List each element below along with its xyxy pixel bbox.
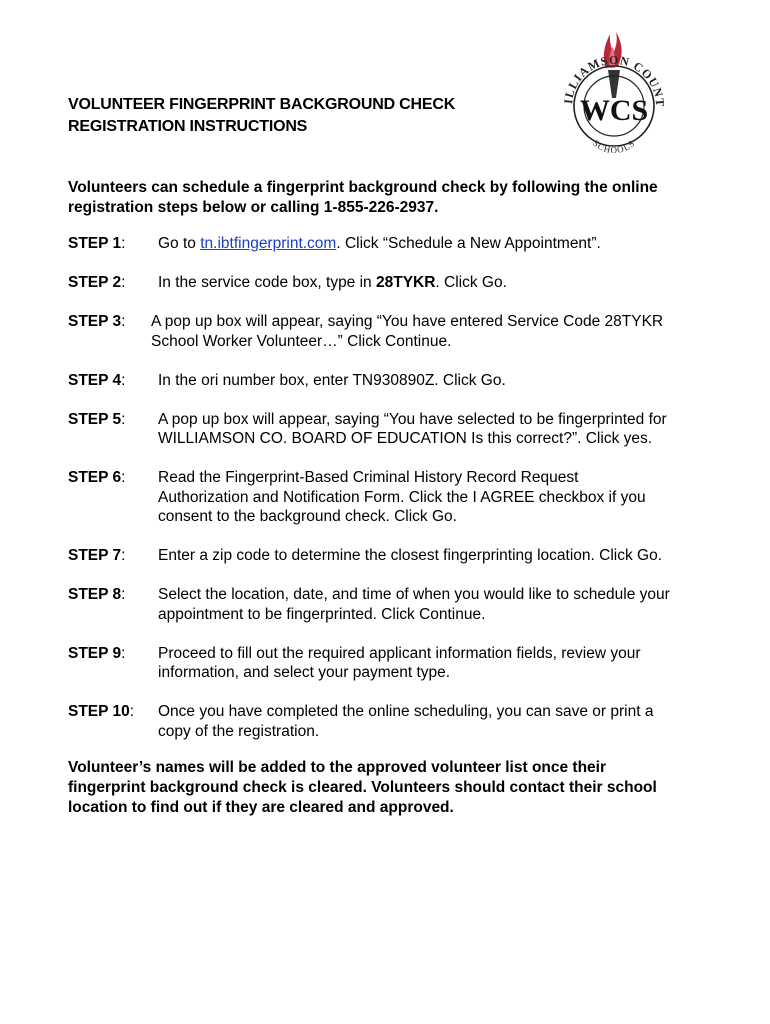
step-text: In the service code box, type in 28TYKR. Click Go.	[158, 274, 507, 291]
step-label: STEP 6:	[68, 469, 126, 486]
closing-paragraph: Volunteer’s names will be added to the approved volunteer list once their fingerprint background check is cleared. Volunteers should contact their school location to find out if they are cleared and approved.	[68, 759, 657, 816]
step-text: Select the location, date, and time of when you would like to schedule your appointment to be fingerprinted. Click Continue.	[158, 586, 670, 623]
svg-text:SCHOOLS: SCHOOLS	[591, 137, 637, 156]
step-label: STEP 7:	[68, 547, 126, 564]
step-label: STEP 10:	[68, 703, 135, 720]
logo-seal-icon	[558, 28, 668, 160]
step-text: Proceed to fill out the required applicant information fields, review your information, and select your payment type.	[158, 644, 641, 681]
svg-text:WILLIAMSON COUNTY: ILLIAMSON COUNT	[561, 52, 668, 108]
step-1	[68, 234, 718, 254]
service-code: 28TYKR	[375, 274, 436, 291]
step-label: STEP 1:	[68, 235, 126, 252]
step-3	[68, 312, 718, 351]
step-label: STEP 4:	[68, 371, 126, 389]
step-2	[68, 273, 718, 293]
williamson-county-schools-logo	[558, 28, 668, 160]
step-text: Enter a zip code to determine the closest fingerprinting location. Click Go.	[158, 547, 663, 564]
step-6	[68, 468, 718, 527]
step-8	[68, 585, 718, 624]
step-text: Go to tn.ibtfingerprint.com. Click “Schedule a New Appointment”.	[158, 235, 601, 252]
step-label: STEP 3:	[68, 313, 126, 330]
page-title	[68, 94, 548, 138]
step-label: STEP 9:	[68, 644, 126, 662]
ibt-fingerprint-link[interactable]: tn.ibtfingerprint.com	[200, 235, 337, 252]
step-label: STEP 8:	[68, 586, 126, 603]
step-label: STEP 2:	[68, 274, 126, 291]
step-9	[68, 644, 718, 683]
step-7	[68, 546, 718, 566]
step-text: Once you have completed the online scheduling, you can save or print a copy of the registration.	[158, 703, 654, 740]
step-4	[68, 371, 718, 391]
title-line-2: REGISTRATION INSTRUCTIONS	[68, 118, 308, 135]
step-5	[68, 410, 718, 449]
step-10	[68, 702, 718, 741]
svg-text:WCS: WCS	[579, 94, 649, 127]
step-text: A pop up box will appear, saying “You have entered Service Code 28TYKR School Worker Volunteer…” Click Continue.	[151, 313, 664, 350]
intro-paragraph: Volunteers can schedule a fingerprint background check by following the online registration steps below or calling 1-855-226-2937.	[68, 179, 658, 216]
step-label: STEP 5:	[68, 410, 126, 428]
title-line-1: VOLUNTEER FINGERPRINT BACKGROUND CHECK	[68, 96, 456, 113]
step-text: A pop up box will appear, saying “You have selected to be fingerprinted for WILLIAMSON CO. BOARD OF EDUCATION Is this correct?”. Click yes.	[158, 410, 667, 447]
step-text: Read the Fingerprint-Based Criminal History Record Request Authorization and Notification Form. Click the I AGREE checkbox if you consent to the background check. Click Go.	[158, 469, 646, 525]
steps-list	[68, 234, 718, 761]
step-text: In the ori number box, enter TN930890Z. Click Go.	[158, 371, 506, 389]
